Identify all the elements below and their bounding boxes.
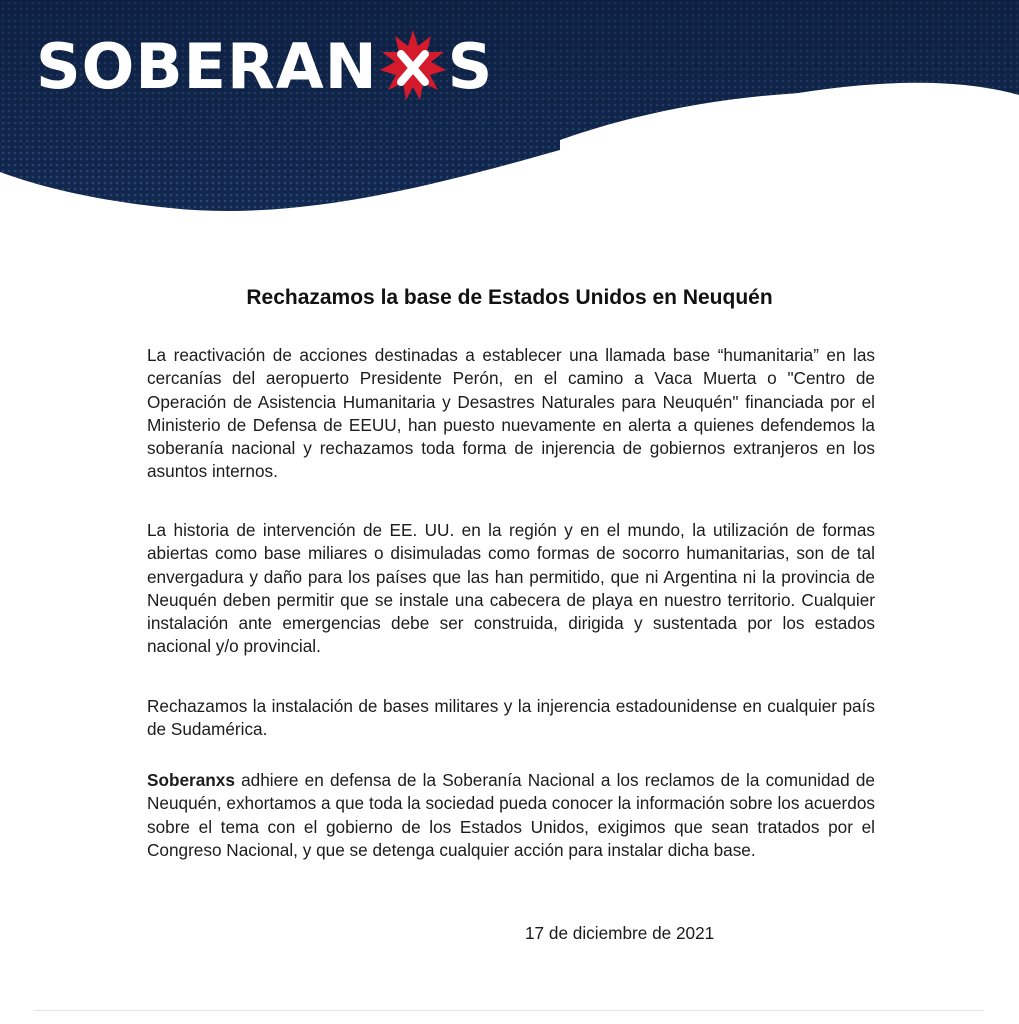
document-title: Rechazamos la base de Estados Unidos en Neuquén [246,286,773,309]
document-date: 17 de diciembre de 2021 [525,923,715,943]
logo-text-right: S [447,30,494,103]
paragraph-4-text: adhiere en defensa de la Soberanía Nacional a los reclamos de la comunidad de Neuquén, exhortamos a que toda la sociedad pueda conocer la información sobre los acuerdos sobre el tema con el gobierno de los Estados Unidos, exigimos que sean tratados por el Congreso Nacional, y que se detenga cualquier acción para instalar dicha base. [147,770,875,860]
bottom-divider [34,1010,984,1011]
paragraph-1: La reactivación de acciones destinadas a establecer una llamada base “humanitaria” en las cercanías del aeropuerto Presidente Perón, en el camino a Vaca Muerta o "Centro de Operación de Asistencia Humanitaria y Desastres Naturales para Neuquén" financiada por el Ministerio de Defensa de EEUU, han puesto nuevamente en alerta a quienes defendemos la soberanía nacional y rechazamos toda forma de injerencia de gobiernos extranjeros en los asuntos internos. [147,345,875,482]
paragraph-4 [147,769,875,862]
logo-text-left: SOBERAN [36,30,378,103]
paragraph-2: La historia de intervención de EE. UU. en la región y en el mundo, la utilización de formas abiertas como base miliares o disimuladas como formas de socorro humanitarias, son de tal envergadura y daño para los países que las han permitido, que ni Argentina ni la provincia de Neuquén deben permitir que se instale una cabecera de playa en nuestro territorio. Cualquier instalación ante emergencias debe ser construida, dirigida y sustentada por los estados nacional y/o provincial. [147,520,875,657]
paragraph-3: Rechazamos la instalación de bases militares y la injerencia estadounidense en cualquier país de Sudamérica. [147,696,875,740]
organization-name: Soberanxs [147,770,235,790]
